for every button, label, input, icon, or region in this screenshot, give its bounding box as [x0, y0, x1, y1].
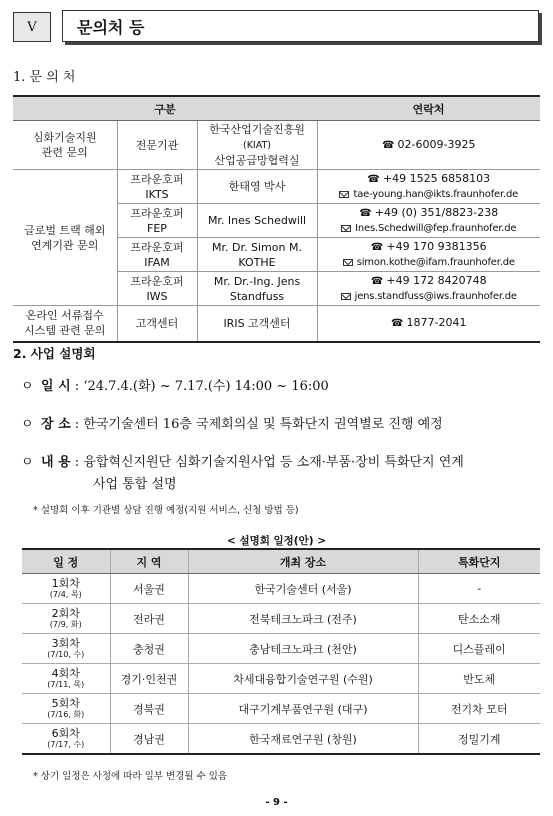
bullet-mark: ㅇ: [21, 455, 34, 470]
place-value: 한국기술센터 16층 국제회의실 및 특화단지 권역별로 진행 예정: [83, 417, 443, 432]
phone-number[interactable]: +49 1525 6858103: [382, 172, 491, 185]
email-icon: [339, 191, 349, 198]
bullet-place: ㅇ 장 소 : 한국기술센터 16층 국제회의실 및 특화단지 권역별로 진행 예정: [21, 414, 443, 436]
person-cell: Mr. Ines Schedwill: [197, 204, 317, 238]
section-header: [13, 10, 539, 44]
org-abbr: (KIAT): [243, 140, 272, 151]
telephone-icon: ☎: [382, 140, 395, 151]
round-cell: [22, 724, 110, 755]
org-cell: [197, 121, 317, 170]
table-row: [22, 604, 540, 634]
cluster-cell: -: [418, 574, 540, 604]
date-value: ‘24.7.4.(화) ~ 7.17.(수) 14:00 ~ 16:00: [83, 379, 329, 394]
dept-cell: 프라운호퍼 IFAM: [117, 238, 197, 272]
table-row: [13, 121, 540, 170]
round-cell: [22, 574, 110, 604]
round-label: 4회차: [51, 666, 80, 680]
date-label: 일 시: [41, 379, 71, 394]
schedule-caption: < 설명회 일정(안) >: [226, 535, 327, 547]
email-icon: [341, 225, 351, 232]
round-cell: [22, 694, 110, 724]
phone-number[interactable]: +49 (0) 351/8823-238: [374, 206, 499, 219]
page-number: - 9 -: [265, 797, 288, 808]
contact-cell: [317, 272, 540, 306]
bullet-mark: ㅇ: [21, 417, 34, 432]
region-cell: 경남권: [110, 724, 188, 755]
table-row: [22, 634, 540, 664]
header-schedule: 일 정: [22, 549, 110, 574]
round-date: (7/11, 목): [47, 679, 85, 689]
venue-cell: 한국기술센터 (서울): [188, 574, 418, 604]
email-icon: [341, 293, 351, 300]
phone-number[interactable]: +49 170 9381356: [386, 240, 487, 253]
telephone-icon: ☎: [370, 276, 384, 287]
content-value: 융합혁신지원단 심화기술지원사업 등 소재·부품·장비 특화단지 연계: [83, 455, 464, 470]
header-contact: 연락처: [317, 96, 540, 121]
round-cell: [22, 664, 110, 694]
briefing-note: * 설명회 이후 기관별 상담 진행 예정(지원 서비스, 신청 방법 등): [33, 505, 299, 516]
person-cell: 한태영 박사: [197, 170, 317, 204]
cluster-cell: 반도체: [418, 664, 540, 694]
section-title: 문의처 등: [62, 10, 539, 42]
header-region: 지 역: [110, 549, 188, 574]
round-date: (7/16, 화): [47, 709, 85, 719]
schedule-table: [22, 548, 540, 755]
table-row: [22, 694, 540, 724]
org-division: 산업공급망협력실: [214, 154, 300, 167]
round-date: (7/9, 화): [49, 619, 82, 629]
dept-cell: 프라운호퍼 IKTS: [117, 170, 197, 204]
cluster-cell: 탄소소재: [418, 604, 540, 634]
round-date: (7/4, 목): [49, 589, 82, 599]
round-cell: [22, 634, 110, 664]
section-number: V: [13, 12, 51, 42]
schedule-table-header: [22, 549, 540, 574]
email-link[interactable]: tae-young.han@ikts.fraunhofer.de: [353, 189, 519, 200]
round-label: 5회차: [51, 696, 80, 710]
person-cell: Mr. Dr. Simon M. KOTHE: [197, 238, 317, 272]
org-name: 한국산업기술진흥원: [209, 123, 305, 136]
header-category: 구분: [13, 96, 317, 121]
round-date: (7/17, 수): [47, 739, 85, 749]
place-label: 장 소: [41, 417, 71, 432]
cluster-cell: 디스플레이: [418, 634, 540, 664]
email-link[interactable]: simon.kothe@ifam.fraunhofer.de: [356, 257, 515, 268]
dept-cell: 프라운호퍼 IWS: [117, 272, 197, 306]
cluster-cell: 전기차 모터: [418, 694, 540, 724]
email-link[interactable]: Ines.Schedwill@fep.fraunhofer.de: [355, 223, 517, 234]
venue-cell: 전북테크노파크 (전주): [188, 604, 418, 634]
contacts-heading: 1. 문 의 처: [13, 70, 76, 85]
region-cell: 경기·인천권: [110, 664, 188, 694]
venue-cell: 대구기계부품연구원 (대구): [188, 694, 418, 724]
category-cell: 심화기술지원 관련 문의: [13, 121, 117, 170]
dept-cell: 고객센터: [117, 306, 197, 342]
briefing-heading: 2. 사업 설명회: [13, 346, 96, 361]
telephone-icon: ☎: [359, 208, 372, 219]
phone-cell: [317, 306, 540, 342]
region-cell: 전라권: [110, 604, 188, 634]
bullet-content: ㅇ 내 용 : 융합혁신지원단 심화기술지원사업 등 소재·부품·장비 특화단지 연계 사업 통합 설명: [21, 452, 464, 496]
table-row: [13, 170, 540, 204]
venue-cell: 차세대융합기술연구원 (수원): [188, 664, 418, 694]
content-label: 내 용: [41, 455, 71, 470]
bullet-mark: ㅇ: [21, 379, 34, 394]
table-row: [13, 306, 540, 342]
telephone-icon: ☎: [370, 242, 384, 253]
venue-cell: 충남테크노파크 (천안): [188, 634, 418, 664]
round-label: 2회차: [51, 606, 80, 620]
bullet-date: ㅇ 일 시 : ‘24.7.4.(화) ~ 7.17.(수) 14:00 ~ 16:00: [21, 376, 329, 398]
round-date: (7/10, 수): [47, 649, 85, 659]
schedule-note: * 상기 일정은 사정에 따라 일부 변경될 수 있음: [33, 771, 228, 782]
telephone-icon: ☎: [367, 174, 380, 185]
content-value-cont: 사업 통합 설명: [93, 477, 177, 492]
round-cell: [22, 604, 110, 634]
email-link[interactable]: jens.standfuss@iws.fraunhofer.de: [354, 291, 517, 302]
phone-number[interactable]: +49 172 8420748: [386, 274, 487, 287]
category-cell: 온라인 서류접수 시스템 관련 문의: [13, 306, 117, 342]
region-cell: 서울권: [110, 574, 188, 604]
contact-cell: [317, 204, 540, 238]
dept-cell: 전문기관: [117, 121, 197, 170]
table-row: [22, 664, 540, 694]
round-label: 6회차: [51, 726, 80, 740]
phone-number[interactable]: 02-6009-3925: [397, 138, 476, 151]
dept-cell: 프라운호퍼 FEP: [117, 204, 197, 238]
email-icon: [343, 259, 353, 266]
phone-cell: [317, 121, 540, 170]
contact-table-header: [13, 96, 540, 121]
org-cell: IRIS 고객센터: [197, 306, 317, 342]
phone-number[interactable]: 1877-2041: [406, 316, 467, 330]
contact-cell: [317, 170, 540, 204]
header-venue: 개최 장소: [188, 549, 418, 574]
venue-cell: 한국재료연구원 (창원): [188, 724, 418, 755]
header-cluster: 특화단지: [418, 549, 540, 574]
round-label: 3회차: [51, 636, 80, 650]
region-cell: 경북권: [110, 694, 188, 724]
person-cell: Mr. Dr.-Ing. Jens Standfuss: [197, 272, 317, 306]
table-row: [22, 724, 540, 755]
region-cell: 충청권: [110, 634, 188, 664]
round-label: 1회차: [51, 576, 80, 590]
table-row: [22, 574, 540, 604]
category-cell: 글로벌 트랙 해외 연계기관 문의: [13, 170, 117, 306]
contact-cell: [317, 238, 540, 272]
cluster-cell: 정밀기계: [418, 724, 540, 755]
contact-table: [13, 95, 540, 343]
telephone-icon: ☎: [391, 318, 404, 330]
